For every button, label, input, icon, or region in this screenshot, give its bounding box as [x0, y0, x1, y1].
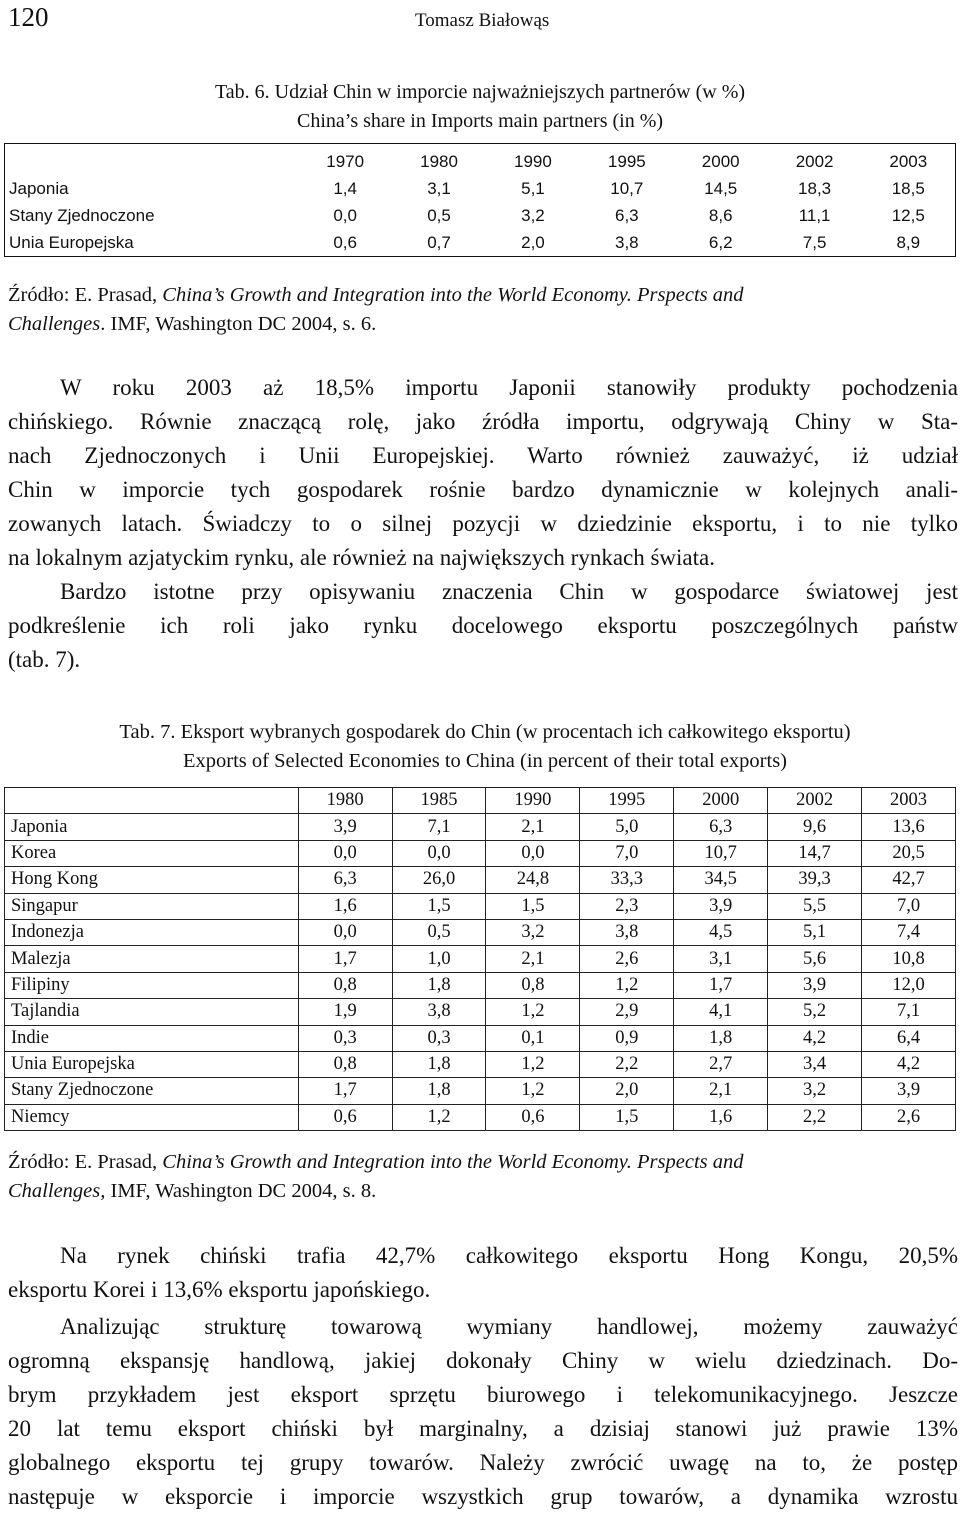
value-cell: 0,6	[486, 1104, 580, 1130]
header-blank-cell	[5, 788, 299, 814]
value-cell: 18,5	[891, 179, 925, 198]
year-header: 2003	[862, 788, 956, 814]
text-line: 20 lat temu eksport chiński był marginalny, a dzisiaj stanowi już prawie 13%	[8, 1416, 958, 1441]
table7-caption-en: Exports of Selected Economies to China (in percent of their total exports)	[182, 750, 787, 772]
table-row	[5, 840, 956, 866]
value-cell: 11,1	[798, 206, 831, 225]
year-header: 1995	[580, 788, 674, 814]
value-cell: 2,1	[486, 814, 580, 840]
value-cell: 10,7	[610, 179, 644, 198]
value-cell: 0,0	[298, 919, 392, 945]
value-cell: 0,0	[486, 840, 580, 866]
source-title: China’s Growth and Integration into the World Economy. Prspects and	[162, 1151, 744, 1173]
value-cell: 12,5	[891, 206, 925, 225]
value-cell: 1,2	[486, 999, 580, 1025]
table-row	[5, 229, 956, 257]
value-cell: 3,8	[615, 233, 639, 252]
value-cell: 3,9	[298, 814, 392, 840]
row-label: Japonia	[9, 179, 69, 198]
value-cell: 3,1	[674, 946, 768, 972]
value-cell: 3,2	[768, 1078, 862, 1104]
value-cell: 5,1	[521, 179, 545, 198]
value-cell: 42,7	[862, 867, 956, 893]
year-header: 2002	[768, 788, 862, 814]
text-line: zowanych latach. Świadczy to o silnej pozycji w dziedzinie eksportu, i to nie tylko	[8, 511, 958, 536]
year-header: 2000	[674, 788, 768, 814]
value-cell: 7,0	[580, 840, 674, 866]
value-cell: 6,4	[862, 1025, 956, 1051]
value-cell: 4,5	[674, 919, 768, 945]
value-cell: 24,8	[486, 867, 580, 893]
value-cell: 2,2	[768, 1104, 862, 1130]
page-number: 120	[8, 2, 49, 32]
value-cell: 3,8	[392, 999, 486, 1025]
value-cell: 0,1	[486, 1025, 580, 1051]
table7-caption	[0, 718, 960, 776]
source-prefix: Źródło: E. Prasad,	[8, 1151, 163, 1173]
year-header: 1980	[420, 152, 458, 171]
row-label: Hong Kong	[5, 867, 299, 893]
value-cell: 8,6	[708, 206, 733, 225]
text-line: W roku 2003 aż 18,5% importu Japonii stanowiły produkty pochodzenia	[60, 375, 958, 400]
value-cell: 14,7	[768, 840, 862, 866]
text-line: nach Zjednoczonych i Unii Europejskiej. Warto również zauważyć, iż udział	[8, 443, 958, 468]
table-row	[5, 972, 956, 998]
paragraph-1	[8, 371, 958, 677]
value-cell: 0,5	[392, 919, 486, 945]
table-row	[5, 202, 956, 229]
source-suffix: IMF, Washington DC 2004, s. 8.	[105, 1180, 377, 1202]
value-cell: 7,1	[862, 999, 956, 1025]
table-row	[5, 814, 956, 840]
value-cell: 1,2	[486, 1078, 580, 1104]
value-cell: 1,7	[298, 946, 392, 972]
value-cell: 1,7	[674, 972, 768, 998]
year-header: 1970	[326, 152, 365, 171]
value-cell: 1,5	[580, 1104, 674, 1130]
value-cell: 2,2	[580, 1051, 674, 1077]
value-cell: 4,2	[768, 1025, 862, 1051]
value-cell: 10,7	[674, 840, 768, 866]
text-line: na lokalnym azjatyckim rynku, ale również na największych rynkach świata.	[8, 545, 715, 570]
value-cell: 0,5	[427, 206, 451, 225]
value-cell: 0,8	[298, 1051, 392, 1077]
value-cell: 3,1	[427, 179, 451, 198]
value-cell: 1,2	[580, 972, 674, 998]
row-label: Unia Europejska	[9, 233, 134, 252]
value-cell: 14,5	[704, 179, 738, 198]
value-cell: 6,3	[298, 867, 392, 893]
value-cell: 0,3	[298, 1025, 392, 1051]
value-cell: 33,3	[580, 867, 674, 893]
year-header: 1990	[514, 152, 552, 171]
value-cell: 10,8	[862, 946, 956, 972]
value-cell: 26,0	[392, 867, 486, 893]
value-cell: 39,3	[768, 867, 862, 893]
table7	[4, 787, 956, 1131]
text-line: Bardzo istotne przy opisywaniu znaczenia Chin w gospodarce światowej jest	[60, 579, 958, 604]
paragraph-2	[8, 1239, 958, 1307]
value-cell: 2,3	[580, 893, 674, 919]
text-line: podkreślenie ich roli jako rynku docelowego eksportu poszczególnych państw	[8, 613, 958, 638]
value-cell: 2,9	[580, 999, 674, 1025]
value-cell: 3,4	[768, 1051, 862, 1077]
table-row	[5, 919, 956, 945]
value-cell: 12,0	[862, 972, 956, 998]
value-cell: 6,2	[708, 233, 733, 252]
text-line: Na rynek chiński trafia 42,7% całkowitego eksportu Hong Kongu, 20,5%	[60, 1243, 958, 1268]
value-cell: 2,6	[580, 946, 674, 972]
value-cell: 3,9	[768, 972, 862, 998]
value-cell: 0,8	[298, 972, 392, 998]
value-cell: 34,5	[674, 867, 768, 893]
source-title-cont: Challenges	[8, 313, 101, 335]
source-title: China’s Growth and Integration into the World Economy. Prspects and	[162, 284, 744, 306]
value-cell: 1,8	[674, 1025, 768, 1051]
value-cell: 1,6	[674, 1104, 768, 1130]
value-cell: 5,2	[768, 999, 862, 1025]
table-row	[5, 1051, 956, 1077]
year-header: 1995	[607, 152, 646, 171]
text-line: chińskiego. Równie znaczącą rolę, jako źródła importu, odgrywają Chiny w Sta-	[8, 409, 958, 434]
source-suffix: . IMF, Washington DC 2004, s. 6.	[100, 313, 377, 335]
table-row	[5, 893, 956, 919]
table-row	[5, 867, 956, 893]
table-row	[5, 999, 956, 1025]
value-cell: 0,0	[392, 840, 486, 866]
year-header: 1985	[392, 788, 486, 814]
value-cell: 7,0	[862, 893, 956, 919]
row-label: Malezja	[5, 946, 299, 972]
table7-caption-pl: Tab. 7. Eksport wybranych gospodarek do Chin (w procentach ich całkowitego eksportu)	[119, 721, 851, 743]
table-row	[5, 1078, 956, 1104]
value-cell: 9,6	[768, 814, 862, 840]
row-label: Indonezja	[5, 919, 299, 945]
row-label: Japonia	[5, 814, 299, 840]
table7-source	[8, 1148, 960, 1206]
row-label: Stany Zjednoczone	[9, 206, 155, 225]
value-cell: 18,3	[798, 179, 832, 198]
year-header: 2002	[795, 152, 834, 171]
value-cell: 2,0	[580, 1078, 674, 1104]
row-label: Singapur	[5, 893, 299, 919]
value-cell: 4,2	[862, 1051, 956, 1077]
text-line: ogromną ekspansję handlową, jakiej dokonały Chiny w wielu dziedzinach. Do-	[8, 1348, 958, 1373]
value-cell: 20,5	[862, 840, 956, 866]
value-cell: 0,6	[298, 1104, 392, 1130]
text-line: globalnego eksportu tej grupy towarów. Należy zwrócić uwagę na to, że postęp	[8, 1450, 958, 1475]
text-line: Analizując strukturę towarową wymiany handlowej, możemy zauważyć	[60, 1314, 958, 1339]
value-cell: 7,1	[392, 814, 486, 840]
value-cell: 1,4	[333, 179, 357, 198]
row-label: Filipiny	[5, 972, 299, 998]
text-line: Chin w imporcie tych gospodarek rośnie bardzo dynamicznie w kolejnych anali-	[8, 477, 958, 502]
source-prefix: Źródło: E. Prasad,	[8, 284, 163, 306]
value-cell: 5,0	[580, 814, 674, 840]
value-cell: 3,2	[521, 206, 545, 225]
page-header	[0, 0, 960, 40]
row-label: Niemcy	[5, 1104, 299, 1130]
value-cell: 1,2	[392, 1104, 486, 1130]
value-cell: 5,1	[768, 919, 862, 945]
value-cell: 1,8	[392, 1051, 486, 1077]
text-line: (tab. 7).	[8, 647, 81, 672]
value-cell: 3,2	[486, 919, 580, 945]
value-cell: 1,9	[298, 999, 392, 1025]
value-cell: 1,2	[486, 1051, 580, 1077]
value-cell: 0,8	[486, 972, 580, 998]
value-cell: 5,5	[768, 893, 862, 919]
table6-source	[8, 281, 960, 339]
value-cell: 0,6	[333, 233, 357, 252]
value-cell: 0,0	[298, 840, 392, 866]
value-cell: 1,8	[392, 1078, 486, 1104]
value-cell: 1,5	[392, 893, 486, 919]
value-cell: 0,3	[392, 1025, 486, 1051]
value-cell: 13,6	[862, 814, 956, 840]
value-cell: 4,1	[674, 999, 768, 1025]
header-blank-cell	[5, 144, 299, 176]
row-label: Stany Zjednoczone	[5, 1078, 299, 1104]
table-header-row	[5, 144, 956, 176]
value-cell: 0,0	[333, 206, 357, 225]
value-cell: 6,3	[615, 206, 639, 225]
row-label: Korea	[5, 840, 299, 866]
row-label: Unia Europejska	[5, 1051, 299, 1077]
table6	[4, 143, 956, 257]
value-cell: 0,7	[427, 233, 451, 252]
value-cell: 2,1	[486, 946, 580, 972]
row-label: Tajlandia	[5, 999, 299, 1025]
value-cell: 2,6	[862, 1104, 956, 1130]
value-cell: 2,0	[521, 233, 545, 252]
table-header-row	[5, 788, 956, 814]
text-line: następuje w eksporcie i imporcie wszystkich grup towarów, a dynamika wzrostu	[8, 1484, 958, 1509]
value-cell: 7,4	[862, 919, 956, 945]
source-title-cont: Challenges,	[8, 1180, 106, 1202]
table-row	[5, 1025, 956, 1051]
year-header: 1980	[298, 788, 392, 814]
text-line: eksportu Korei i 13,6% eksportu japońskiego.	[8, 1277, 431, 1302]
text-line: brym przykładem jest eksport sprzętu biurowego i telekomunikacyjnego. Jeszcze	[8, 1382, 958, 1407]
value-cell: 3,9	[674, 893, 768, 919]
table-row	[5, 175, 956, 202]
value-cell: 3,8	[580, 919, 674, 945]
running-author: Tomasz Białowąs	[415, 10, 550, 31]
value-cell: 0,9	[580, 1025, 674, 1051]
value-cell: 7,5	[802, 233, 827, 252]
value-cell: 1,0	[392, 946, 486, 972]
table-row	[5, 946, 956, 972]
table6-caption	[0, 78, 960, 136]
table6-caption-pl: Tab. 6. Udział Chin w imporcie najważniejszych partnerów (w %)	[214, 81, 746, 103]
value-cell: 2,1	[674, 1078, 768, 1104]
paragraph-3	[8, 1310, 958, 1514]
value-cell: 1,8	[392, 972, 486, 998]
value-cell: 1,5	[486, 893, 580, 919]
value-cell: 2,7	[674, 1051, 768, 1077]
year-header: 1990	[486, 788, 580, 814]
row-label: Indie	[5, 1025, 299, 1051]
value-cell: 6,3	[674, 814, 768, 840]
value-cell: 3,9	[862, 1078, 956, 1104]
value-cell: 5,6	[768, 946, 862, 972]
table6-caption-en: China’s share in Imports main partners (in %)	[296, 110, 664, 132]
value-cell: 8,9	[896, 233, 921, 252]
year-header: 2000	[701, 152, 740, 171]
table-row	[5, 1104, 956, 1130]
value-cell: 1,7	[298, 1078, 392, 1104]
year-header: 2003	[889, 152, 928, 171]
value-cell: 1,6	[298, 893, 392, 919]
